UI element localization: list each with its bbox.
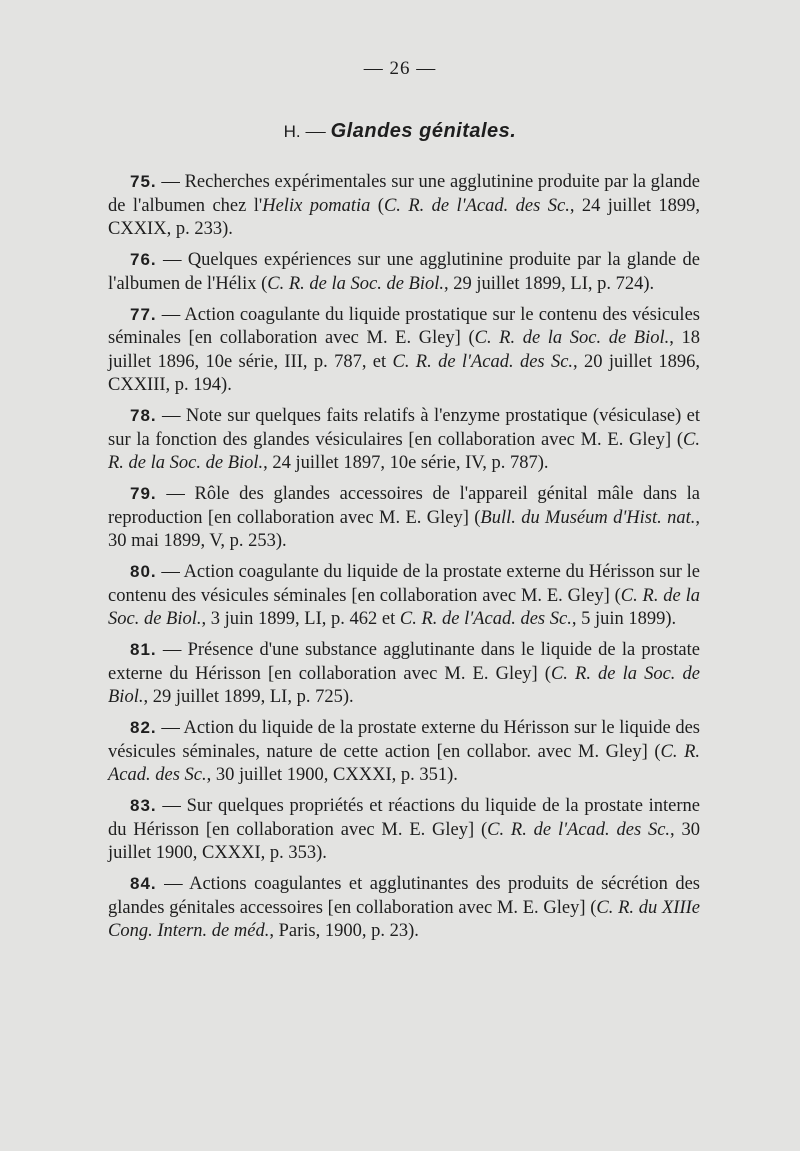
entry-number: 82. — [130, 718, 157, 737]
entry-citation-italic: Helix pomatia — [262, 195, 371, 216]
entry-number: 76. — [130, 250, 157, 269]
entry-citation-italic: C. R. Acad. des Sc. — [108, 741, 700, 785]
entry-text: — Action du liquide de la prostate externe du Hérisson sur le liquide des vésicules séminales, nature de cette action [en collabor. avec M. Gley] ( — [108, 718, 700, 762]
entry-citation-italic: C. R. de l'Acad. des Sc. — [383, 195, 570, 216]
entry-number: 77. — [130, 304, 157, 324]
bibliography-entry — [108, 248, 700, 296]
entry-text: , 24 juillet 1899, CXXIX, p. 233). — [108, 195, 700, 239]
entry-text: , 5 juin 1899). — [571, 609, 677, 629]
entry-text: , 20 juillet 1896, CXXIII, p. 194). — [108, 351, 700, 395]
entry-text: , 30 juillet 1900, CXXXI, p. 351). — [206, 765, 458, 785]
entry-number: 80. — [130, 562, 157, 581]
entry-citation-italic: C. R. de l'Acad. des Sc. — [487, 819, 671, 840]
section-heading — [0, 120, 800, 143]
bibliography-list — [108, 170, 700, 950]
entry-text: — Action coagulante du liquide de la prostate externe du Hérisson sur le contenu des vésicules séminales [en collaboration avec M. E. Gley] ( — [108, 562, 700, 606]
bibliography-entry — [108, 716, 700, 788]
entry-citation-italic: C. R. de la Soc. de Biol. — [108, 585, 700, 629]
bibliography-entry — [108, 794, 700, 866]
entry-citation-italic: Bull. du Muséum d'Hist. nat. — [480, 507, 696, 528]
entry-text: , 18 juillet 1896, 10e série, III, p. 787, et — [108, 328, 700, 372]
entry-citation-italic: C. R. de l'Acad. des Sc. — [399, 609, 572, 629]
bibliography-entry — [108, 170, 700, 242]
entry-citation-italic: C. R. de la Soc. de Biol. — [267, 273, 444, 294]
bibliography-entry — [108, 872, 700, 944]
bibliography-entry — [108, 303, 700, 398]
bibliography-entry — [108, 482, 700, 554]
entry-citation-italic: C. R. de la Soc. de Biol. — [474, 328, 670, 348]
entry-text: — Note sur quelques faits relatifs à l'enzyme prostatique (vésiculase) et sur la fonction des glandes vésiculaires [en collaboration avec M. E. Gley] ( — [108, 406, 700, 450]
entry-citation-italic: C. R. du XIIIe Cong. Intern. de méd. — [108, 897, 700, 941]
entry-text: — Recherches expérimentales sur une agglutinine produite par la glande de l'albumen chez l' — [108, 172, 700, 216]
section-letter: H. — [283, 122, 301, 141]
entry-number: 78. — [130, 406, 157, 425]
entry-citation-italic: C. R. de l'Acad. des Sc. — [392, 351, 574, 372]
bibliography-entry — [108, 560, 700, 632]
entry-text: — Actions coagulantes et agglutinantes des produits de sécrétion des glandes génitales accessoires [en collaboration avec M. E. Gley] ( — [108, 874, 700, 918]
bibliography-entry — [108, 638, 700, 710]
entry-number: 79. — [130, 484, 157, 503]
entry-number: 75. — [130, 172, 157, 191]
entry-number: 84. — [130, 874, 157, 893]
page-number: — 26 — — [363, 58, 437, 79]
entry-text: — Rôle des glandes accessoires de l'appareil génital mâle dans la reproduction [en collaboration avec M. E. Gley] ( — [108, 484, 700, 528]
entry-text: — Action coagulante du liquide prostatique sur le contenu des vésicules séminales [en collaboration avec M. E. Gley] ( — [108, 304, 700, 348]
entry-text: — Quelques expériences sur une agglutinine produite par la glande de l'albumen de l'Hélix ( — [108, 250, 700, 294]
entry-text: , 30 juillet 1900, CXXXI, p. 353). — [108, 819, 700, 863]
section-name: Glandes génitales. — [330, 120, 517, 142]
entry-text: — Sur quelques propriétés et réactions du liquide de la prostate interne du Hérisson [en collaboration avec M. E. Gley] ( — [108, 796, 700, 840]
entry-citation-italic: C. R. de la Soc. de Biol. — [108, 663, 700, 707]
entry-text: , 24 juillet 1897, 10e série, IV, p. 787). — [263, 453, 549, 473]
entry-number: 81. — [130, 640, 157, 659]
bibliography-entry — [108, 404, 700, 476]
entry-text: , 29 juillet 1899, LI, p. 724). — [444, 273, 655, 294]
entry-text: , 3 juin 1899, LI, p. 462 et — [201, 609, 400, 629]
entry-text: ( — [370, 195, 384, 216]
entry-number: 83. — [130, 796, 157, 815]
entry-text: , 29 juillet 1899, LI, p. 725). — [143, 687, 354, 707]
entry-citation-italic: C. R. de la Soc. de Biol. — [108, 429, 700, 473]
entry-text: , 30 mai 1899, V, p. 253). — [108, 507, 700, 551]
entry-text: , Paris, 1900, p. 23). — [269, 921, 419, 941]
entry-text: — Présence d'une substance agglutinante dans le liquide de la prostate externe du Hérisson [en collaboration avec M. E. Gley] ( — [108, 640, 700, 684]
section-dash: — — [300, 120, 331, 142]
